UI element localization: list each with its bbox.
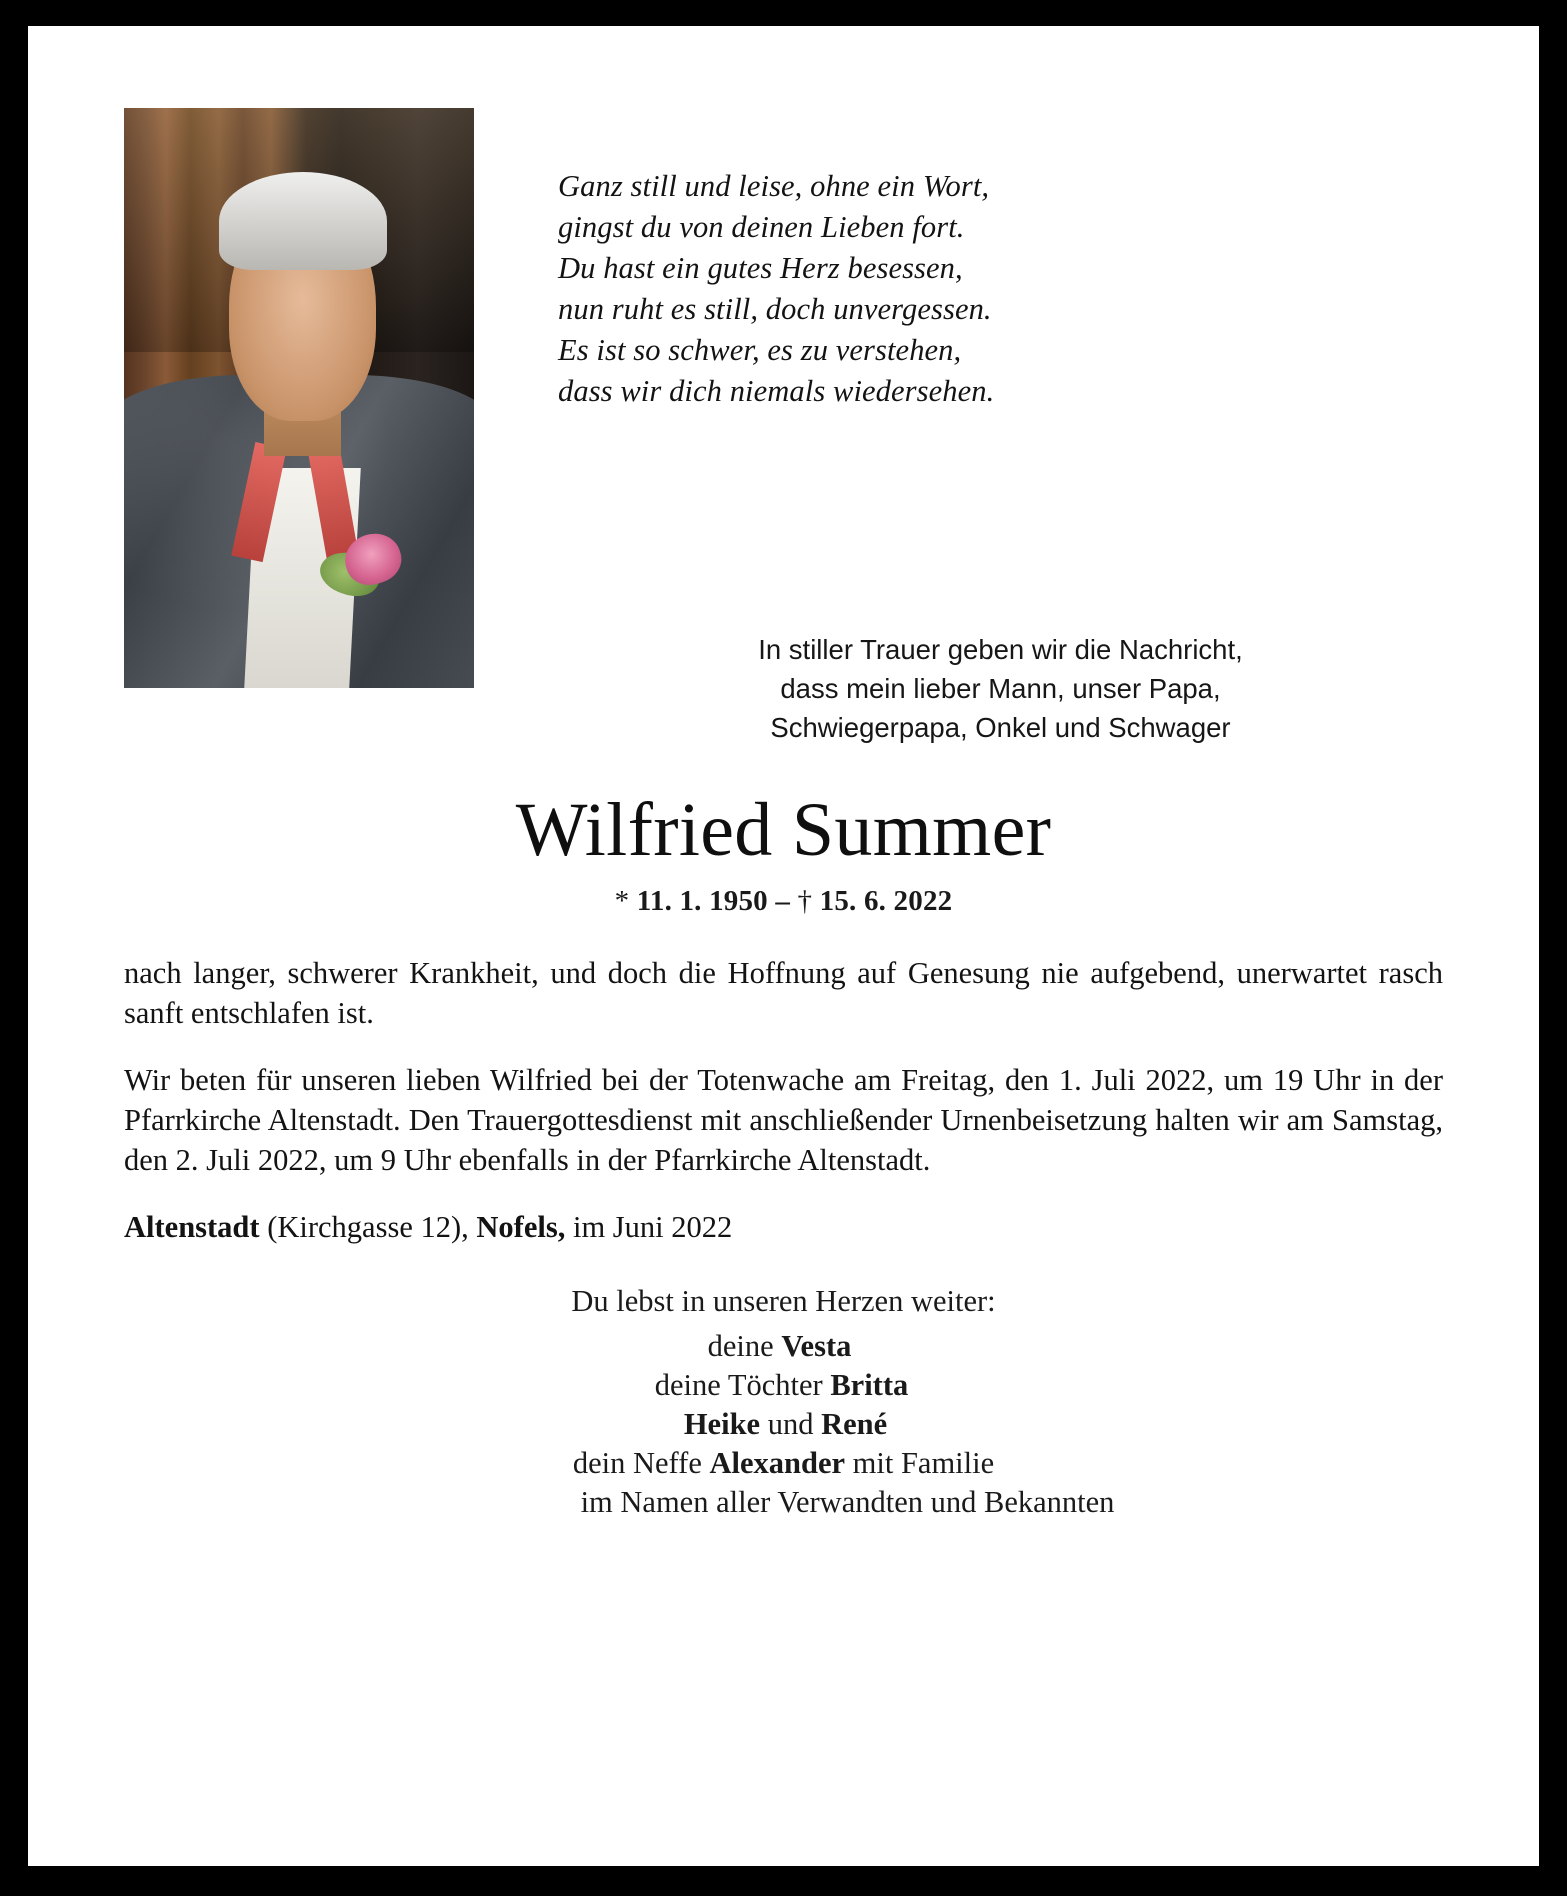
- family-name-3a: Heike: [683, 1406, 761, 1441]
- verse-line-1: Ganz still und leise, ohne ein Wort,: [558, 169, 990, 203]
- family-list: [124, 1327, 1443, 1522]
- verse-line-3: Du hast ein gutes Herz besessen,: [558, 251, 963, 286]
- deceased-name: Wilfried Summer: [515, 788, 1052, 873]
- verse-line-6: dass wir dich niemals wiedersehen.: [558, 374, 995, 409]
- family-prefix-2: deine Töchter: [654, 1367, 831, 1402]
- portrait-photo: [124, 108, 474, 688]
- place-primary: Altenstadt: [124, 1210, 260, 1245]
- announcement-text: [558, 630, 1443, 747]
- family-suffix-4: mit Familie: [845, 1446, 995, 1480]
- family-conjunction-3: und: [760, 1406, 822, 1441]
- announcement-line-2: dass mein lieber Mann, unser Papa,: [780, 673, 1221, 705]
- family-line-2: [655, 1366, 909, 1405]
- family-prefix-1: deine: [707, 1328, 782, 1363]
- verse-and-announcement: [474, 108, 1443, 747]
- body-text: [124, 954, 1443, 1248]
- family-prefix-4: dein Neffe: [572, 1446, 710, 1480]
- announcement-line-1: In stiller Trauer geben wir die Nachricht,: [758, 634, 1243, 666]
- body-paragraph-1: nach langer, schwerer Krankheit, und doch die Hoffnung auf Genesung nie aufgebend, unerwartet rasch sanft entschlafen ist.: [124, 956, 1443, 1030]
- closing-heading: Du lebst in unseren Herzen weiter:: [571, 1283, 996, 1318]
- top-section: [124, 108, 1443, 747]
- death-date: 15. 6. 2022: [819, 885, 953, 918]
- verse-line-5: Es ist so schwer, es zu verstehen,: [558, 333, 962, 368]
- portrait-photo-wrap: [124, 108, 474, 688]
- verse-line-4: nun ruht es still, doch unvergessen.: [558, 292, 992, 327]
- place-and-date-line: [124, 1208, 1443, 1248]
- closing-section: [124, 1282, 1443, 1522]
- place-secondary: Nofels,: [476, 1210, 566, 1245]
- family-line-3: [684, 1405, 887, 1444]
- family-line-5: im Namen aller Verwandten und Bekannten: [580, 1485, 1115, 1520]
- family-name-1: Vesta: [781, 1328, 852, 1363]
- birth-date: 11. 1. 1950: [636, 885, 768, 918]
- date-separator: –: [775, 885, 791, 918]
- obituary-card: [28, 26, 1539, 1866]
- family-name-4: Alexander: [709, 1446, 846, 1480]
- family-name-3b: René: [821, 1406, 888, 1441]
- memorial-verse: [558, 166, 1443, 412]
- place-address: (Kirchgasse 12),: [259, 1210, 477, 1245]
- birth-symbol: *: [614, 885, 630, 918]
- life-dates: [124, 885, 1443, 918]
- verse-line-2: gingst du von deinen Lieben fort.: [558, 210, 965, 245]
- body-paragraph-2: Wir beten für unseren lieben Wilfried bei der Totenwache am Freitag, den 1. Juli 2022, um 19 Uhr in der Pfarrkirche Altenstadt. Den Trauergottesdienst mit anschließender Urnenbeisetzung halten wir am Samstag, den 2. Juli 2022, um 9 Uhr ebenfalls in der Pfarrkirche Altenstadt.: [124, 1063, 1443, 1177]
- family-name-2: Britta: [830, 1367, 909, 1402]
- notice-date: im Juni 2022: [565, 1210, 733, 1245]
- family-line-4: [573, 1444, 994, 1483]
- death-symbol: †: [797, 885, 813, 918]
- photo-hair: [219, 172, 387, 271]
- family-line-1: [708, 1327, 852, 1366]
- announcement-line-3: Schwiegerpapa, Onkel und Schwager: [770, 712, 1231, 744]
